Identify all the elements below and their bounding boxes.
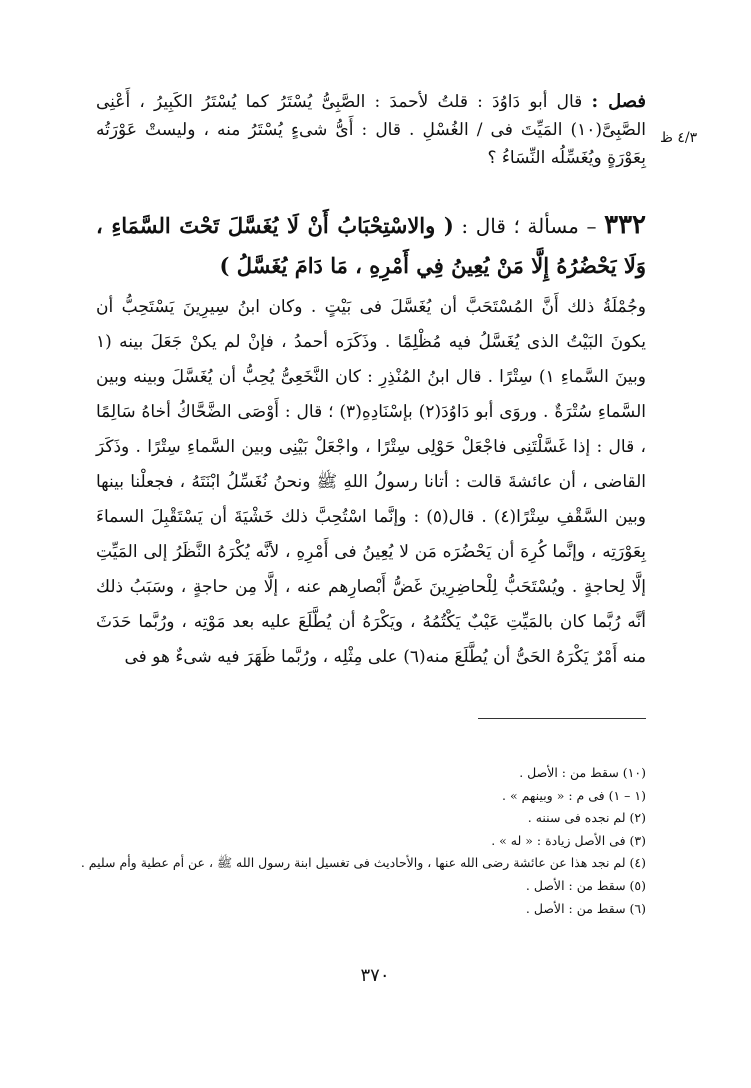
- footnote: (٢) لم نجده فى سننه .: [527, 810, 646, 826]
- fasl-heading: فصل :: [591, 91, 646, 112]
- page-number: ٣٧٠: [360, 965, 390, 986]
- masala-number: ٣٣٢: [604, 210, 647, 240]
- fasl-paragraph: [96, 88, 646, 172]
- footnote-separator: [478, 718, 646, 719]
- footnote: (٤) لم نجد هذا عن عائشة رضى الله عنها ، والأحاديث فى تغسيل ابنة رسول الله ﷺ ، عن أم عطية وأم سليم .: [80, 855, 646, 871]
- footnote: (٥) سقط من : الأصل .: [525, 877, 646, 893]
- footnote: (٣) فى الأصل زيادة : « له » .: [491, 832, 646, 848]
- masala-intro: – مسألة ؛ قال :: [461, 214, 597, 238]
- manuscript-folio-reference: ٤/٣ ظ: [660, 130, 698, 146]
- footnote: (١ – ١) فى م : « وبينهم » .: [502, 787, 646, 803]
- masala-332-heading: [96, 205, 646, 286]
- masala-quote: ( والاسْتِحْبَابُ أَنْ لَا يُغَسَّلَ تَحْتَ السَّمَاءِ ، وَلَا يَحْضُرُهُ إِلَّا مَنْ يُعِينُ فِي أَمْرِهِ ، مَا دَامَ يُغَسَّلُ ): [96, 213, 646, 278]
- body-paragraph: وجُمْلَةُ ذلك أَنَّ المُسْتَحَبَّ أن يُغَسَّلَ فى بَيْتٍ . وكان ابنُ سِيرِينَ يَسْتَحِبُّ أن يكونَ البَيْتُ الذى يُغَسَّلُ فيه مُظْلِمًا . وذَكَرَه أحمدُ ، فإنْ لم يكنْ جَعَلَ بينه (١ وبينَ السَّماءِ ١) سِتْرًا . قال ابنُ المُنْذِرِ : كان النَّخَعِىُّ يُحِبُّ أن يُغَسَّلَ وبينه وبين السَّماءِ سُتْرَةٌ . وروَى أبو دَاوُدَ(٢) بإسْنَادِهِ(٣) ؛ قال : أَوْصَى الضَّحَّاكُ أخاهُ سَالِمًا ، قال : إذا غَسَّلْتَنِى فاجْعَلْ حَوْلِى سِتْرًا ، واجْعَلْ بَيْنِى وبين السَّماءِ سِتْرًا . وذَكَرَ القاضى ، أن عائشةَ قالت : أتانا رسولُ اللهِ ﷺ ونحنُ نُغَسِّلُ ابْنَتَهُ ، فجعلْنا بينها وبين السَّقْفِ سِتْرًا(٤) . قال(٥) : وإنَّما اسْتُحِبَّ ذلك خَشْيَةَ أن يَسْتَقْبِلَ السماءَ بِعَوْرَتِه ، وإنَّما كُرِهَ أن يَحْضُرَه مَن لا يُعِينُ فى أَمْرِهِ ، لأنَّه يُكْرَهُ النَّظَرُ إلى المَيِّتِ إلَّا لِحاجةٍ . ويُسْتَحَبُّ لِلْحاضِرِينَ غَضُّ أَبْصارِهم عنه ، إلَّا مِن حاجةٍ ، وسَبَبُ ذلك أنَّه رُبَّما كان بالمَيِّتِ عَيْبٌ يَكْتُمُهُ ، ويَكْرَهُ أن يُطَّلَعَ عليه بعد مَوْتِه ، ورُبَّما حَدَثَ منه أَمْرٌ يَكْرَهُ الحَىُّ أن يُطَّلَعَ منه(٦) على مِثْلِه ، ورُبَّما ظَهَرَ فيه شىءٌ هو فى: [96, 297, 647, 667]
- footnote: (٦) سقط من : الأصل .: [525, 900, 646, 916]
- footnote: (١٠) سقط من : الأصل .: [519, 765, 646, 780]
- fasl-text: قال أبو دَاوُدَ : قلتُ لأحمدَ : الصَّبِىُّ يُسْتَرُ كما يُسْتَرُ الكَبِيرُ ، أَعْنِى الصَّبِىَّ(١٠) المَيِّتَ فى / الغُسْلِ . قال : أَىُّ شىءٍ يُسْتَرُ منه ، وليستْ عَوْرَتُه بِعَوْرَةٍ ويُغَسِّلُه النِّسَاءُ ؟: [96, 92, 646, 168]
- footnotes: [80, 762, 646, 920]
